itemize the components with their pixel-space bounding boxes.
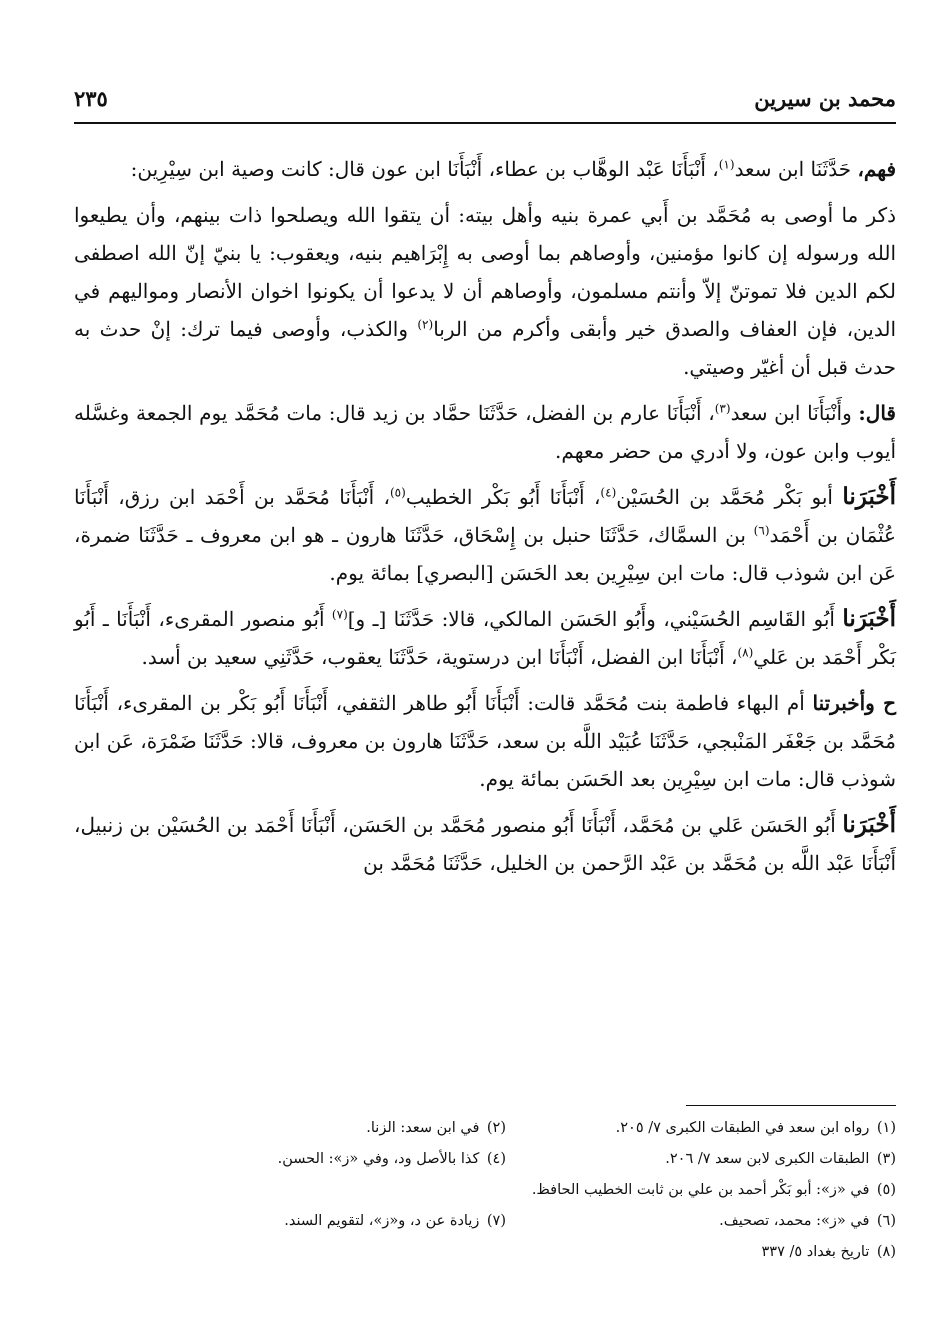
footnote-ref: (٣)	[714, 401, 731, 416]
paragraph	[74, 150, 896, 188]
paragraph-text: وأَنْبَأَنَا ابن سعد	[730, 401, 859, 425]
paragraph-text: ، أَنْبَأَنَا أَبُو بَكْر الخطيب	[405, 485, 601, 509]
paragraph-text: أَبُو منصور المقرىء، أَنْبَأَنَا ـ أَبُو بَكْر أَحْمَد بن عَلي	[74, 607, 896, 669]
footnote-ref: (٧)	[331, 607, 348, 622]
paragraph-text: ، أَنْبَأَنَا عَبْد الوهَّاب بن عطاء، أَنْبَأَنَا ابن عون قال: كانت وصية ابن سِيْرِين:	[130, 157, 719, 181]
footnote-number: (٣)	[876, 1151, 896, 1167]
paragraph-text: والكذب، وأوصى فيما ترك: إنْ حدث به حدث قبل أن أغيّر وصيتي.	[74, 317, 896, 379]
paragraph-lead: ح وأخبرتنا	[812, 691, 896, 715]
footnote-ref: (٤)	[600, 485, 617, 500]
paragraph-text: ، أَنْبَأَنَا عارم بن الفضل، حَدَّثَنَا حمَّاد بن زيد قال: مات مُحَمَّد يوم الجمعة وغسَّله أيوب وابن عون، ولا أدري من حضر معهم.	[74, 401, 896, 463]
paragraph-text: أم البهاء فاطمة بنت مُحَمَّد قالت: أَنْبَأَنَا أَبُو طاهر الثقفي، أَنْبَأَنَا أَبُو بَكْر بن المقرىء، أَنْبَأَنَا مُحَمَّد بن جَعْفَر المَنْبجي، حَدَّثَنَا عُبَيْد اللَّه بن سعد، حَدَّثَنَا هارون بن معروف، قالا: حَدَّثَنَا ضَمْرَة، عَن ابن شوذب قال: مات ابن سِيْرِين بعد الحَسَن بمائة يوم.	[74, 691, 896, 791]
paragraph-text: ذكر ما أوصى به مُحَمَّد بن أَبي عمرة بنيه وأهل بيته: أن يتقوا الله ويصلحوا ذات بينهم، وأن يطيعوا الله ورسوله إن كانوا مؤمنين، وأوصاهم بما أوصى به إِبْرَاهيم بنيه، ويعقوب: يا بنيّ إنّ الله اصطفى لكم الدين فلا تموتنّ إلاّ وأنتم مسلمون، وأوصاهم أن لا يدعوا أن يكونوا اخوان الأنصار ومواليهم في الدين، فإن العفاف والصدق خير وأبقى وأكرم من الربا	[74, 203, 896, 341]
paragraph	[74, 600, 896, 676]
footnote-text: الطبقات الكبرى لابن سعد ٧/ ٢٠٦.	[665, 1151, 870, 1167]
footnote-text: في ابن سعد: الزنا.	[366, 1120, 480, 1136]
paragraph-lead: فهم،	[857, 157, 896, 181]
footnote-ref: (١)	[718, 157, 735, 172]
footnote-row	[74, 1237, 896, 1268]
paragraph-lead: أَخْبَرَنا	[842, 605, 896, 632]
footnote-8	[762, 1237, 896, 1268]
paragraph	[74, 196, 896, 386]
footnote-text: في «ز»: محمد، تصحيف.	[719, 1213, 870, 1229]
paragraph	[74, 684, 896, 798]
paragraph-text: حَدَّثَنَا ابن سعد	[734, 157, 858, 181]
footnote-number: (٨)	[876, 1244, 896, 1260]
footnote-number: (٤)	[486, 1151, 506, 1167]
paragraph	[74, 394, 896, 470]
paragraph-text: أبو بَكْر مُحَمَّد بن الحُسَيْن	[616, 485, 843, 509]
footnote-ref: (٨)	[737, 645, 754, 660]
paragraph-text: ، أَنْبَأَنَا ابن الفضل، أَنْبَأَنَا ابن درستوية، حَدَّثَنَا يعقوب، حَدَّثَنِي سعيد بن أسد.	[141, 645, 738, 669]
paragraph	[74, 806, 896, 882]
paragraph-text: ، أَنْبَأَنَا مُحَمَّد بن أَحْمَد ابن رزق، أَنْبَأَنَا عُثْمَان بن أَحْمَد	[74, 485, 896, 547]
footnote-row	[74, 1113, 896, 1144]
footnote-1	[616, 1113, 896, 1144]
paragraph-lead: أَخْبَرَنا	[842, 811, 896, 838]
paragraph	[74, 478, 896, 592]
footnote-number: (٦)	[876, 1213, 896, 1229]
running-title: محمد بن سيرين	[754, 86, 896, 111]
footnote-number: (٥)	[876, 1182, 896, 1198]
footnote-text: زيادة عن د، و«ز»، لتقويم السند.	[284, 1213, 480, 1229]
paragraph-text: أَبُو القَاسِم الحُسَيْني، وأَبُو الحَسَن المالكي، قالا: حَدَّثَنَا [ـ و]	[347, 607, 843, 631]
footnote-number: (٧)	[486, 1213, 506, 1229]
footnote-text: رواه ابن سعد في الطبقات الكبرى ٧/ ٢٠٥.	[615, 1120, 870, 1136]
footnote-divider	[686, 1105, 896, 1106]
footnote-3	[665, 1144, 896, 1175]
page-header	[74, 82, 896, 124]
footnote-row	[74, 1206, 896, 1237]
footnote-ref: (٢)	[417, 317, 434, 332]
footnote-4	[278, 1144, 506, 1175]
paragraph-lead: قال:	[858, 401, 896, 425]
footnote-5	[532, 1175, 896, 1206]
paragraph-lead: أَخْبَرَنا	[842, 483, 897, 510]
footnote-ref: (٦)	[753, 523, 770, 538]
paragraph-text: أَبُو الحَسَن عَلي بن مُحَمَّد، أَنْبَأَنَا أَبُو منصور مُحَمَّد بن الحَسَن، أَنْبَأَنَا أَحْمَد بن الحُسَيْن بن زنبيل، أَنْبَأَنَا عَبْد اللَّه بن مُحَمَّد بن عَبْد الرَّحمن بن الخليل، حَدَّثَنَا مُحَمَّد بن	[74, 813, 896, 875]
footnote-row	[74, 1175, 896, 1206]
footnote-row	[74, 1144, 896, 1175]
footnote-text: في «ز»: أبو بَكْر أحمد بن علي بن ثابت الخطيب الحافظ.	[531, 1182, 870, 1198]
footnote-text: كذا بالأصل ود، وفي «ز»: الحسن.	[277, 1151, 480, 1167]
footnote-list	[74, 1113, 896, 1268]
footnote-number: (١)	[876, 1120, 896, 1136]
footnote-7	[284, 1206, 506, 1237]
footnote-number: (٢)	[486, 1120, 506, 1136]
page-number: ٢٣٥	[74, 86, 108, 111]
paragraph-text: بن السمَّاك، حَدَّثَنَا حنبل بن إِسْحَاق، حَدَّثَنَا هارون ـ هو ابن معروف ـ حَدَّثَنَا ضمرة، عَن ابن شوذب قال: مات ابن سِيْرِين بعد الحَسَن [البصري] بمائة يوم.	[74, 523, 896, 585]
footnote-ref: (٥)	[389, 485, 406, 500]
body-text	[74, 150, 896, 890]
footnote-text: تاريخ بغداد ٥/ ٣٣٧	[761, 1244, 870, 1260]
footnote-6	[719, 1206, 896, 1237]
footnote-2	[366, 1113, 506, 1144]
